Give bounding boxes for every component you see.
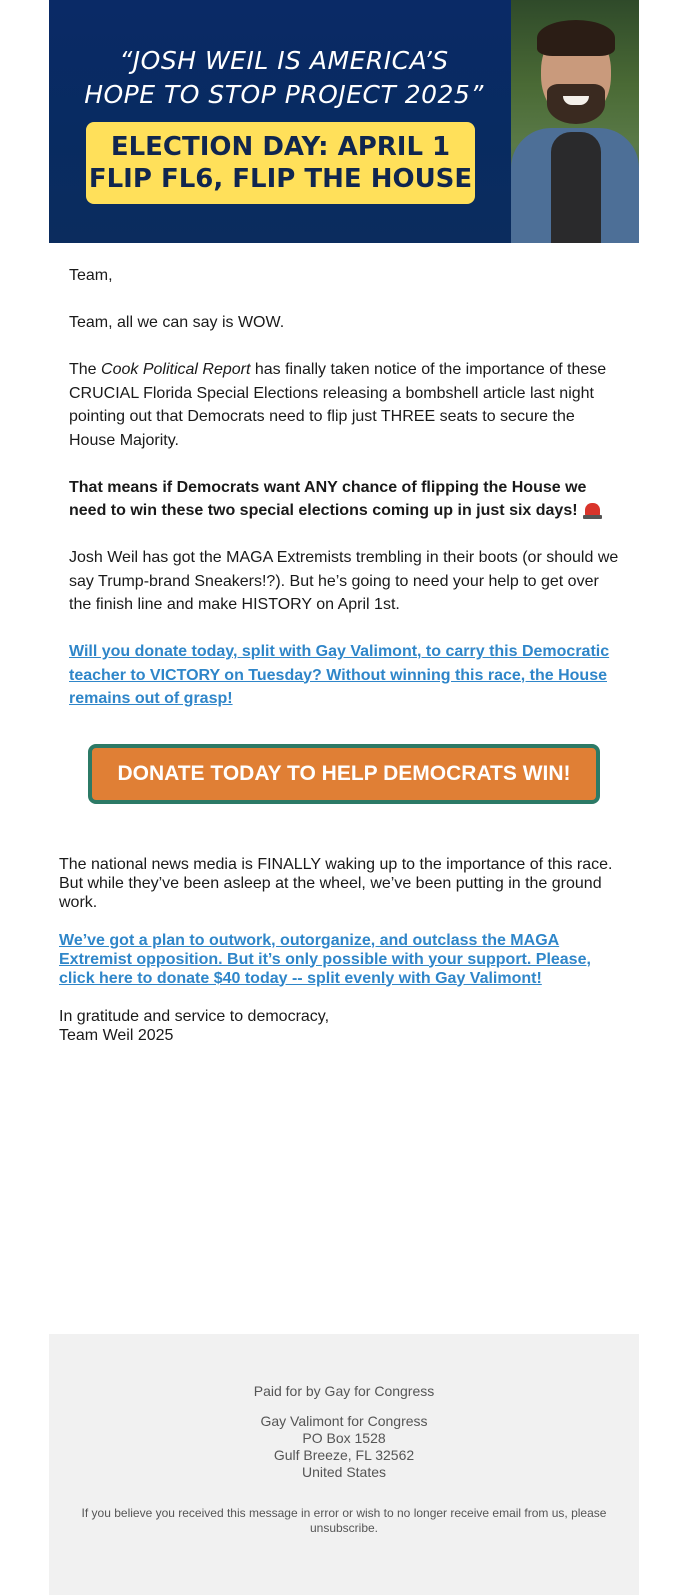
email-body xyxy=(49,264,639,804)
hero-quote-line-1: “JOSH WEIL IS AMERICA’S xyxy=(119,46,449,75)
paragraph-urgent xyxy=(69,476,619,523)
paragraph-news-media: The national news media is FINALLY waking up to the importance of this race. But while they’ve been asleep at the wheel, we’ve been putting in the ground work. xyxy=(59,855,613,911)
fine-print xyxy=(79,1506,609,1536)
rotating-light-icon xyxy=(585,503,600,516)
cta-wrapper xyxy=(69,744,619,804)
paragraph-plan-link xyxy=(59,931,629,988)
greeting: Team, xyxy=(69,267,113,284)
paragraph-josh-weil: Josh Weil has got the MAGA Extremists trembling in their boots (or should we say Trump-brand Sneakers!?). But he’s going to need your help to get over the finish line and make HISTORY on April 1st. xyxy=(69,549,619,613)
donate-link-40[interactable]: We’ve got a plan to outwork, outorganize, and outclass the MAGA Extremist opposition. But it’s only possible with your support. Please, click here to donate $40 today -- split evenly with Gay Valimont! xyxy=(59,931,591,987)
hero-banner xyxy=(49,0,639,243)
election-day-line-1: ELECTION DAY: APRIL 1 xyxy=(110,132,451,162)
unsubscribe-link[interactable]: unsubscribe. xyxy=(309,1521,379,1535)
address-po-box: PO Box 1528 xyxy=(302,1430,386,1446)
address-country: United States xyxy=(301,1464,387,1480)
donate-button[interactable]: DONATE TODAY TO HELP DEMOCRATS WIN! xyxy=(88,744,600,804)
election-day-box xyxy=(86,122,475,204)
paragraph-cook-report xyxy=(69,358,619,452)
email-container xyxy=(49,0,639,1064)
donate-link-victory[interactable]: Will you donate today, split with Gay Valimont, to carry this Democratic teacher to VICTORY on Tuesday? Without winning this race, the House remains out of grasp! xyxy=(69,643,610,707)
cook-political-report: Cook Political Report xyxy=(101,361,251,378)
address-city: Gulf Breeze, FL 32562 xyxy=(273,1447,415,1463)
signoff-line-2: Team Weil 2025 xyxy=(59,1026,174,1044)
email-footer xyxy=(49,1334,639,1595)
mailing-address xyxy=(49,1413,639,1481)
paragraph-wow: Team, all we can say is WOW. xyxy=(69,314,285,331)
paragraph-cook-rest: has finally taken notice of the importance of these CRUCIAL Florida Special Elections releasing a bombshell article last night pointing out that Democrats need to flip just THREE seats to secure the House Majority. xyxy=(69,361,607,449)
address-org: Gay Valimont for Congress xyxy=(260,1413,428,1429)
candidate-photo xyxy=(511,0,639,243)
photo-shirt xyxy=(551,132,601,243)
paragraph-cook-prefix: The xyxy=(69,361,102,378)
hero-quote xyxy=(49,44,519,112)
fine-print-text: If you believe you received this message in error or wish to no longer receive email from us, please xyxy=(81,1506,607,1520)
email-body-secondary xyxy=(49,855,639,1045)
signoff-line-1: In gratitude and service to democracy, xyxy=(59,1007,330,1025)
paragraph-donate-link xyxy=(69,640,619,711)
signoff xyxy=(59,1007,629,1045)
paid-for-disclaimer: Paid for by Gay for Congress xyxy=(253,1383,435,1399)
hero-quote-line-2: HOPE TO STOP PROJECT 2025” xyxy=(84,80,484,109)
urgent-text: That means if Democrats want ANY chance of flipping the House we need to win these two special elections coming up in just six days! xyxy=(69,478,587,519)
photo-hair xyxy=(537,20,615,56)
election-day-line-2: FLIP FL6, FLIP THE HOUSE xyxy=(88,164,473,194)
